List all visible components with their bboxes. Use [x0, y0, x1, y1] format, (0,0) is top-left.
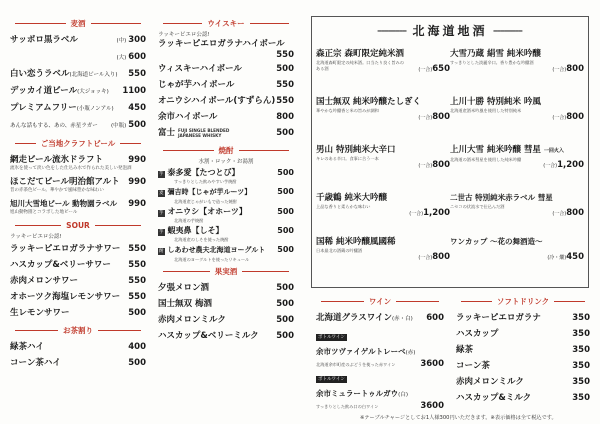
wine-item[interactable]: ボトルワイン 余市ツヴァイゲルトレーベ(赤) 北海道余市町産のぶどうを使った赤ワイン 3600 — [316, 335, 444, 369]
whisky-item[interactable]: 550 — [276, 50, 294, 60]
whisky-item[interactable]: ウィスキーハイボール 500 — [158, 64, 294, 74]
beer-item[interactable]: あんな話もする、あの、赤星ラガー (中瓶) 500 — [10, 120, 146, 130]
sake-item[interactable]: 国稀 純米吟醸風國稀 日本最北の酒蔵の吟醸酒 (一合)800 — [316, 237, 450, 262]
sake-item[interactable]: 上川大雪 純米吟醸 彗星 一回火入 北海道の酒米彗星を使用した純米吟醸 (一合)1,200 — [450, 145, 584, 170]
sake-item[interactable]: ワンカップ 〜花の舞酒造〜 (冷・燗)450 — [450, 237, 584, 262]
tea-header: お茶割り — [10, 325, 146, 336]
craft-item[interactable]: 旭川大雪地ビール 動物園ラベル 990 — [10, 199, 146, 209]
sour-item[interactable]: オホーツク海塩レモンサワー 550 — [10, 292, 146, 302]
craft-header: ご当地クラフトビール — [10, 138, 146, 149]
tea-item[interactable]: コーン茶ハイ 500 — [10, 358, 146, 368]
soft-item[interactable]: コーン茶 350 — [456, 361, 590, 371]
sake-item[interactable]: 国士無双 純米吟醸たしぎく 華やかな吟醸香と米の旨みが調和 (一合)800 — [316, 97, 450, 122]
sake-item[interactable]: 森正宗 森町限定純米酒 北海道森町限定の純米酒。口当たり良く旨みのある酒 (一合)650 — [316, 49, 450, 74]
craft-note: 流氷を使って淡い色をした仕込み水で作られた美しい発泡酒 — [10, 166, 132, 171]
beer-item[interactable]: (大) 600 — [116, 52, 146, 62]
whisky-item[interactable]: ラッキーピエロガラナハイボール — [158, 39, 285, 49]
wine-item[interactable]: ボトルワイン 余市ミュラートゥルガウ(白) すっきりとした飲み口の白ワイン 3600 — [316, 377, 444, 411]
fruit-item[interactable]: 夕張メロン酒 500 — [158, 283, 294, 293]
tea-item[interactable]: 緑茶ハイ 400 — [10, 342, 146, 352]
sake-item[interactable]: 上川十勝 特別純米 吟風 北海道産酒米吟風を使用した特別純米 (一合)800 — [450, 97, 584, 122]
shochu-header: 焼酎 — [158, 145, 294, 156]
sour-item[interactable]: ラッキーピエロガラナサワー 550 — [10, 244, 146, 254]
sake-item[interactable]: 二世古 特別純米赤ラベル 彗星 ニセコの伏流水で仕込んだ酒 (一合)800 — [450, 193, 584, 218]
wine-header: ワイン — [316, 296, 444, 307]
footer-note: ※テーブルチャージとしてお1人様300円いただきます。※表示価格は全て税込です。 — [360, 415, 557, 421]
sour-header: SOUR — [10, 220, 146, 231]
soft-item[interactable]: ハスカップ&ミルク 350 — [456, 393, 590, 403]
whisky-item[interactable]: 余市ハイボール 800 — [158, 112, 294, 122]
shochu-item[interactable]: 芋 泰多愛【たつとび】 500 すっきりとした飲みやすい芋焼酎 — [159, 168, 294, 184]
wine-item[interactable]: 北海道グラスワイン(赤・白) 600 — [316, 313, 444, 323]
soft-item[interactable]: ハスカップ 350 — [456, 329, 590, 339]
soft-item[interactable]: 緑茶 350 — [456, 345, 590, 355]
craft-note: 昔の赤茶色ビール。華やかで風味豊かな味わい — [10, 188, 104, 193]
beer-item[interactable]: デッカイ道ビール(大ジョッキ) 1100 — [10, 86, 146, 96]
soft-item[interactable]: ラッキーピエロガラナ 350 — [456, 313, 590, 323]
fruit-item[interactable]: 赤肉メロンミルク 500 — [158, 315, 294, 325]
shochu-item[interactable]: 芋 蝦夷鼻【しそ】 500 北海道産のしそを使った焼酎 — [159, 226, 294, 242]
beer-item[interactable]: 白い恋うラベル(北海道ビール入り) 550 — [10, 69, 146, 79]
craft-item[interactable]: 網走ビール流氷ドラフト 990 — [10, 155, 146, 165]
whisky-header: ウイスキー — [158, 18, 294, 29]
craft-item[interactable]: ほこだてビール明治館アルト 990 — [10, 177, 146, 187]
whisky-item[interactable]: じゃが芋ハイボール 550 — [158, 80, 294, 90]
sour-item[interactable]: 生レモンサワー 500 — [10, 308, 146, 318]
sour-promo: ラッキーピエロ公認! — [10, 234, 62, 240]
fruit-item[interactable]: 国士無双 梅酒 500 — [158, 299, 294, 309]
sour-item[interactable]: 赤肉メロンサワー 550 — [10, 276, 146, 286]
column-middle — [158, 6, 294, 344]
soft-header: ソフトドリンク — [456, 296, 590, 307]
beer-header: 麦酒 — [10, 18, 146, 29]
sake-item[interactable]: 男山 特別純米大辛口 キレのある辛口。食事に合う一本 (一合)800 — [316, 145, 450, 170]
shochu-item[interactable]: 麦 彌吉時【じゃが芋ルーツ】 500 北海道産じゃがいもで造った焼酎 — [159, 187, 294, 204]
craft-note: 旭山動物園とコラボした地ビール — [10, 210, 78, 215]
fruit-header: 果実酒 — [158, 266, 294, 277]
shochu-serve: 水割・ロック・お湯割 — [198, 159, 254, 165]
shochu-item[interactable]: 酎 しあわせ農夫北海道ヨーグルト 500 北海道のヨーグルトを使ったリキュール — [159, 245, 294, 262]
sake-item[interactable]: 大雪乃蔵 絹雪 純米吟醸 すっきりとした淡麗辛口。香り豊かな吟醸酒 (一合)800 — [450, 49, 584, 74]
whisky-item[interactable]: オニウシハイボール(すずらん) 550 — [158, 96, 294, 106]
whisky-promo: ラッキーピエロ公認! — [158, 32, 210, 38]
local-sake-title: ━━━━━━━━ 北海道地酒 ━━━━━━━━ — [311, 22, 589, 39]
fruit-item[interactable]: ハスカップ&ベリーミルク 500 — [158, 331, 294, 341]
sake-item[interactable]: 千歳鶴 純米大吟醸 上品な香りと柔らかな味わい (一合)1,200 — [316, 193, 450, 218]
shochu-item[interactable]: 芋 オニウシ【オホーツ】 500 北海道の芋焼酎 — [159, 207, 294, 223]
sour-item[interactable]: ハスカップ&ベリーサワー 550 — [10, 260, 146, 270]
whisky-item[interactable]: 富士 FUJI SINGLE BLENDED JAPANESE WHISKY 500 — [158, 127, 294, 138]
beer-item[interactable]: サッポロ黒ラベル (中) 300 — [10, 35, 146, 45]
soft-drink-section — [456, 292, 590, 406]
column-left — [10, 6, 146, 371]
wine-section — [316, 292, 444, 411]
beer-item[interactable]: プレミアムフリー(小瓶ノンアル) 450 — [10, 103, 146, 113]
soft-item[interactable]: 赤肉メロンミルク 350 — [456, 377, 590, 387]
